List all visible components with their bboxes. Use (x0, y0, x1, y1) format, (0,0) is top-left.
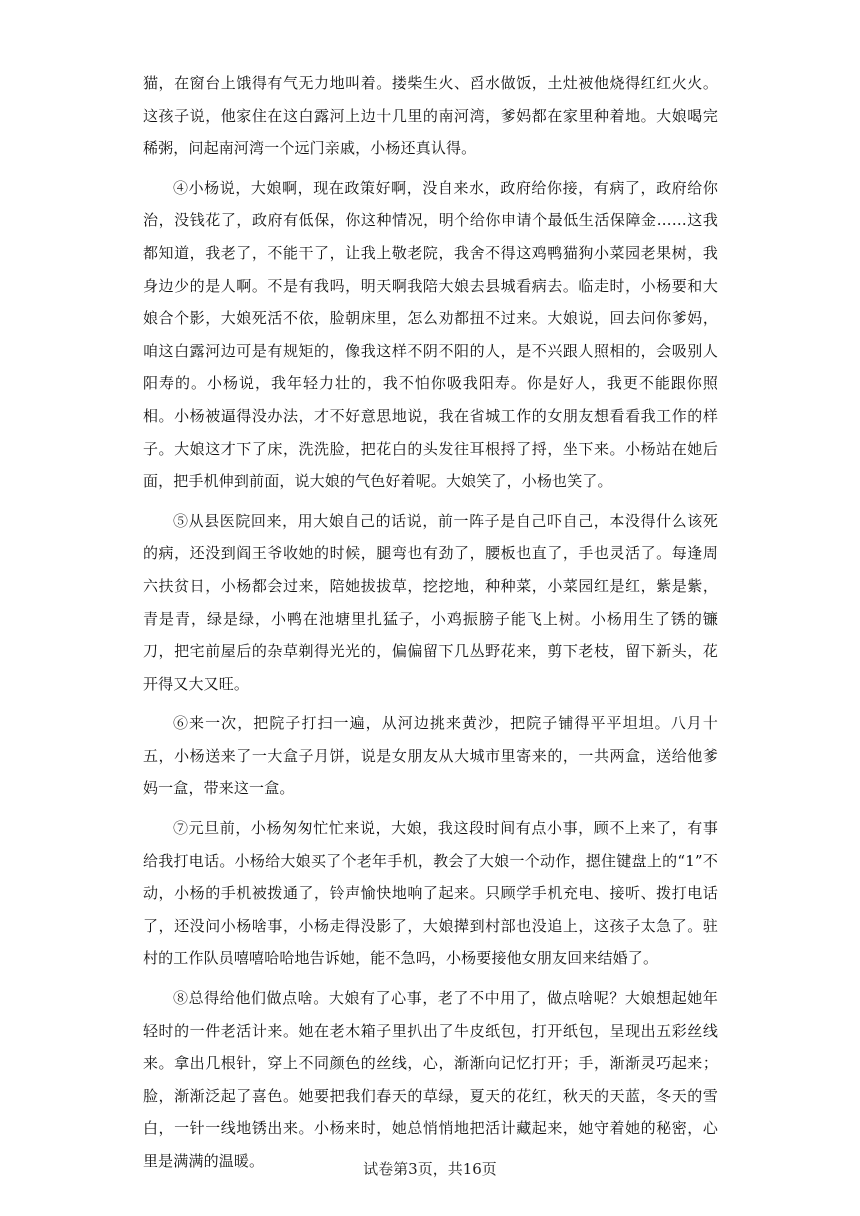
paragraph-8: ⑧总得给他们做点啥。大娘有了心事，老了不中用了，做点啥呢？大娘想起她年轻时的一件老活计来。她在老木箱子里扒出了牛皮纸包，打开纸包，呈现出五彩丝线来。拿出几根针，穿上不同颜色的丝线，心，渐渐向记忆打开；手，渐渐灵巧起来；脸，渐渐泛起了喜色。她要把我们春天的草绿，夏天的花红，秋天的天蓝，冬天的雪白，一针一线地锈出来。小杨来时，她总悄悄地把活计藏起来，她守着她的秘密，心里是满满的温暖。 (143, 989, 718, 1170)
article-body (143, 67, 718, 1185)
paragraph-5: ⑤从县医院回来，用大娘自己的话说，前一阵子是自己吓自己，本没得什么该死的病，还没到阎王爷收她的时候，腿弯也有劲了，腰板也直了，手也灵活了。每逢周六扶贫日，小杨都会过来，陪她拔拔草，挖挖地，种种菜，小菜园红是红，紫是紫，青是青，绿是绿，小鸭在池塘里扎猛子，小鸡振膀子能飞上树。小杨用生了锈的镰刀，把宅前屋后的杂草剃得光光的，偏偏留下几丛野花来，剪下老枝，留下新头，花开得又大又旺。 (143, 511, 718, 693)
paragraph-6: ⑥来一次，把院子打扫一遍，从河边挑来黄沙，把院子铺得平平坦坦。八月十五，小杨送来了一大盒子月饼，说是女朋友从大城市里寄来的，一共两盒，送给他爹妈一盒，带来这一盒。 (143, 714, 718, 798)
paragraph-continuation: 猫，在窗台上饿得有气无力地叫着。搂柴生火、舀水做饭，土灶被他烧得红红火火。这孩子说，他家住在这白露河上边十几里的南河湾，爹妈都在家里种着地。大娘喝完稀粥，问起南河湾一个远门亲戚，小杨还真认得。 (143, 74, 718, 158)
page-footer: 试卷第3页，共16页 (363, 1160, 497, 1178)
paragraph-4: ④小杨说，大娘啊，现在政策好啊，没自来水，政府给你接，有病了，政府给你治，没钱花了，政府有低保，你这种情况，明个给你申请个最低生活保障金……这我都知道，我老了，不能干了，让我上敬老院，我舍不得这鸡鸭猫狗小菜园老果树，我身边少的是人啊。不是有我吗，明天啊我陪大娘去县城看病去。临走时，小杨要和大娘合个影，大娘死活不依，脸朝床里，怎么劝都扭不过来。大娘说，回去问你爹妈，咱这白露河边可是有规矩的，像我这样不阴不阳的人，是不兴跟人照相的，会吸别人阳寿的。小杨说，我年轻力壮的，我不怕你吸我阳寿。你是好人，我更不能跟你照相。小杨被逼得没办法，才不好意思地说，我在省城工作的女朋友想看看我工作的样子。大娘这才下了床，洗洗脸，把花白的头发往耳根捋了捋，坐下来。小杨站在她后面，把手机伸到前面，说大娘的气色好着呢。大娘笑了，小杨也笑了。 (143, 178, 718, 491)
paragraph-7: ⑦元旦前，小杨匆匆忙忙来说，大娘，我这段时间有点小事，顾不上来了，有事给我打电话。小杨给大娘买了个老年手机，教会了大娘一个动作，摁住键盘上的“1”不动，小杨的手机被拨通了，铃声愉快地响了起来。只顾学手机充电、接听、拨打电话了，还没问小杨啥事，小杨走得没影了，大娘撵到村部也没追上，这孩子太急了。驻村的工作队员嘻嘻哈哈地告诉她，能不急吗，小杨要接他女朋友回来结婚了。 (143, 819, 718, 968)
